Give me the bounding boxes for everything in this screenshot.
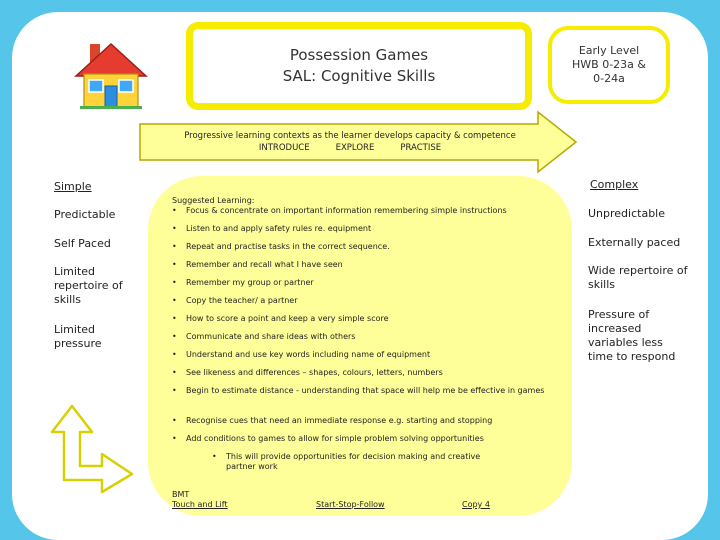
title-box [186, 22, 532, 110]
learning-item: • Repeat and practise tasks in the correct sequence. [172, 242, 390, 251]
stage-introduce: INTRODUCE [258, 143, 310, 153]
u-turn-arrow-icon [42, 402, 140, 494]
link-copy-4[interactable]: Copy 4 [462, 500, 490, 509]
learning-sub-item: • This will provide opportunities for decision making and creative partner work [212, 452, 481, 471]
learning-item: • Copy the teacher/ a partner [172, 296, 298, 305]
simple-heading: Simple [54, 180, 92, 193]
right-item: Externally paced [588, 236, 681, 249]
right-item: Pressure of increased variables less time to respond [588, 308, 676, 363]
level-line-1: Early Level [578, 44, 640, 57]
level-line-2: HWB 0-23a & [572, 58, 646, 71]
stage-explore: EXPLORE [335, 143, 375, 153]
title-line-2: SAL: Cognitive Skills [282, 67, 436, 85]
learning-item: • Remember and recall what I have seen [172, 260, 343, 269]
progress-text [150, 130, 550, 154]
left-item: Predictable [54, 208, 116, 221]
learning-item: • Add conditions to games to allow for simple problem solving opportunities [172, 434, 484, 443]
left-item: Limited pressure [54, 323, 102, 350]
learning-item: • Understand and use key words including name of equipment [172, 350, 431, 359]
learning-item: • See likeness and differences – shapes, colours, letters, numbers [172, 368, 443, 377]
level-badge [548, 26, 670, 104]
right-item: Unpredictable [588, 207, 665, 220]
left-item: Limited repertoire of skills [54, 265, 123, 306]
learning-item: • Begin to estimate distance - understanding that space will help me be effective in games [172, 386, 545, 395]
title-line-1: Possession Games [289, 46, 429, 64]
right-item: Wide repertoire of skills [588, 264, 688, 291]
link-start-stop-follow[interactable]: Start-Stop-Follow [316, 500, 385, 509]
complex-heading: Complex [590, 178, 639, 191]
level-line-3: 0-24a [593, 72, 625, 85]
progress-description: Progressive learning contexts as the learner develops capacity & competence [184, 131, 516, 141]
learning-item: • Remember my group or partner [172, 278, 314, 287]
learning-item: • Recognise cues that need an immediate response e.g. starting and stopping [172, 416, 493, 425]
bmt-label: BMT [172, 490, 190, 499]
left-item: Self Paced [54, 237, 111, 250]
house-icon [72, 40, 150, 110]
learning-heading: Suggested Learning: [172, 196, 255, 205]
learning-item: • Listen to and apply safety rules re. equipment [172, 224, 372, 233]
stage-practise: PRACTISE [400, 143, 442, 153]
learning-item: • Focus & concentrate on important information remembering simple instructions [172, 206, 507, 215]
link-touch-and-lift[interactable]: Touch and Lift [172, 500, 228, 509]
learning-item: • How to score a point and keep a very simple score [172, 314, 389, 323]
progress-stages [150, 142, 550, 154]
learning-item: • Communicate and share ideas with others [172, 332, 356, 341]
